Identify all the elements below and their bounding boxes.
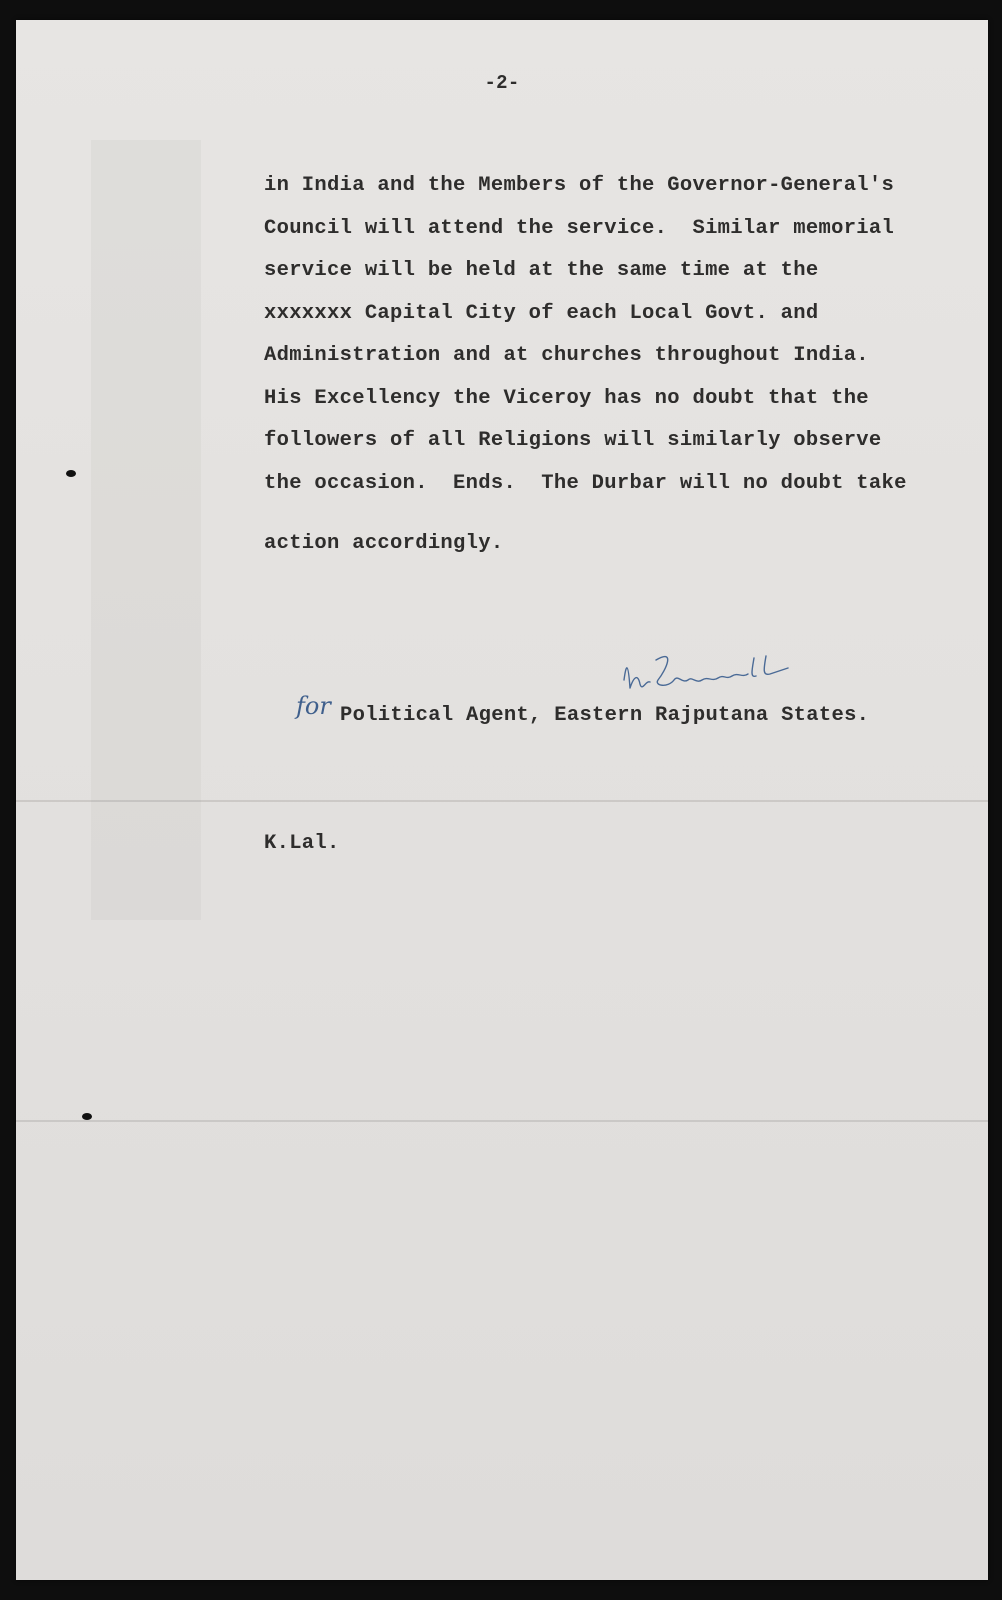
body-line: His Excellency the Viceroy has no doubt that the	[264, 386, 869, 410]
body-line: Council will attend the service. Similar memorial	[264, 216, 895, 240]
body-line: xxxxxxx Capital City of each Local Govt. and	[264, 301, 819, 325]
punch-hole	[66, 470, 76, 477]
body-line: followers of all Religions will similarly observe	[264, 429, 882, 452]
body-line: service will be held at the same time at the	[264, 259, 819, 282]
typist-initials: K.Lal.	[264, 832, 340, 855]
fold-line	[16, 1120, 988, 1122]
letter-body	[264, 165, 984, 505]
punch-hole	[82, 1113, 92, 1120]
body-line: the occasion. Ends. The Durbar will no doubt take	[264, 471, 907, 495]
signature-block	[296, 640, 956, 760]
fold-line	[16, 800, 988, 802]
closing-line: action accordingly.	[264, 532, 504, 555]
body-line: in India and the Members of the Governor-General's	[264, 174, 895, 197]
body-line: Administration and at churches throughout India.	[264, 344, 869, 367]
handwritten-signature	[616, 640, 796, 710]
page-number: -2-	[484, 72, 520, 94]
signature-scribble	[616, 640, 796, 710]
document-page	[16, 20, 988, 1580]
for-prefix: for	[296, 692, 331, 720]
paper-shade	[91, 140, 201, 920]
signatory-title: Political Agent, Eastern Rajputana States.	[340, 704, 870, 727]
